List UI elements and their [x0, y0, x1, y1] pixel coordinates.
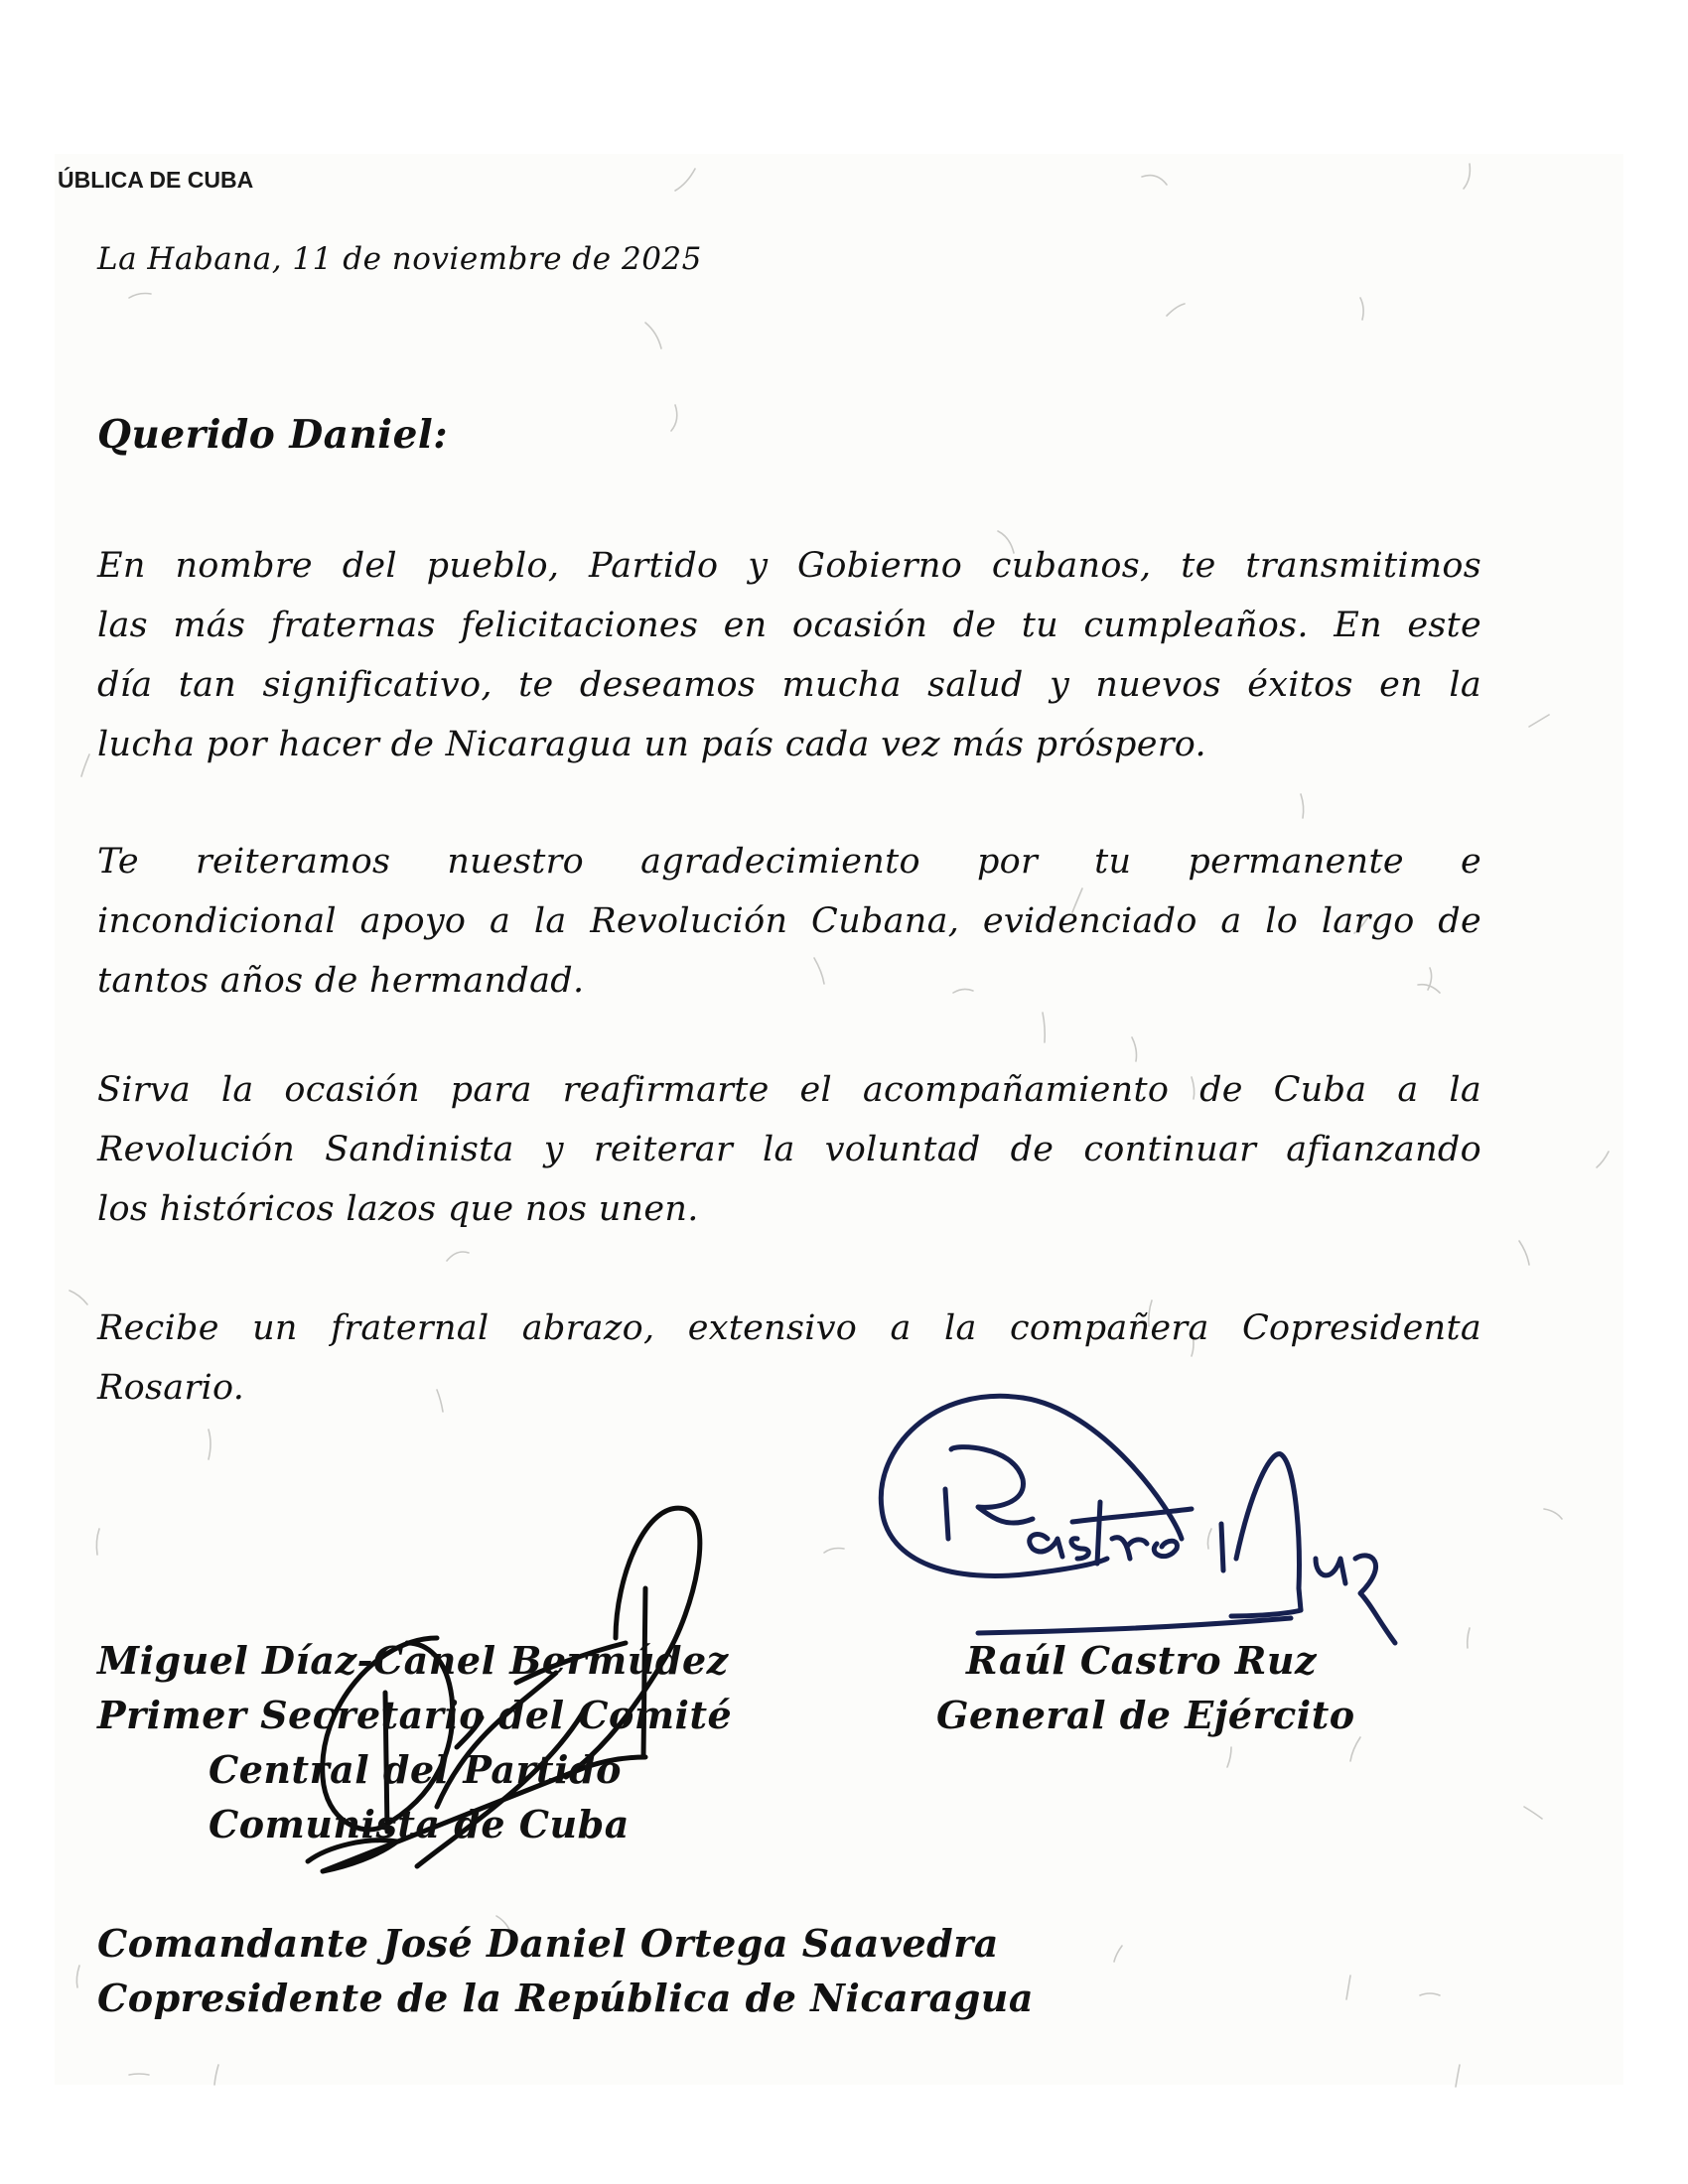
paragraph-line: Revolución Sandinista y reiterar la voluntad de continuar afianzando	[97, 1130, 1481, 1169]
paragraph-line: tantos años de hermandad.	[97, 961, 585, 1001]
paragraph-2	[97, 832, 1481, 1011]
signatory-left-title-line: Primer Secretario del Comité	[97, 1693, 733, 1737]
signatory-left-name: Miguel Díaz-Canel Bermúdez	[97, 1638, 729, 1683]
signatory-left-title-line: Central del Partido	[209, 1747, 622, 1792]
signatory-right-name: Raúl Castro Ruz	[966, 1638, 1318, 1683]
greeting: Querido Daniel:	[97, 412, 449, 458]
letterhead-text: ÚBLICA DE CUBA	[58, 167, 254, 193]
paragraph-line: En nombre del pueblo, Partido y Gobierno cubanos, te transmitimos	[97, 546, 1481, 586]
signatory-left-title-line: Comunista de Cuba	[209, 1802, 630, 1846]
paragraph-line: Te reiteramos nuestro agradecimiento por tu permanente e	[97, 842, 1481, 882]
paragraph-1	[97, 536, 1481, 774]
paragraph-line: día tan significativo, te deseamos mucha salud y nuevos éxitos en la	[97, 665, 1481, 705]
paragraph-line: lucha por hacer de Nicaragua un país cada vez más próspero.	[97, 725, 1206, 764]
paragraph-line: incondicional apoyo a la Revolución Cubana, evidenciado a lo largo de	[97, 901, 1481, 941]
place-date: La Habana, 11 de noviembre de 2025	[97, 241, 702, 277]
paragraph-line: las más fraternas felicitaciones en ocasión de tu cumpleaños. En este	[97, 606, 1481, 645]
paragraph-4	[97, 1298, 1481, 1418]
paragraph-line: Rosario.	[97, 1368, 245, 1408]
addressee-name: Comandante José Daniel Ortega Saavedra	[97, 1921, 999, 1966]
addressee-title: Copresidente de la República de Nicaragua	[97, 1976, 1035, 2020]
paragraph-line: Recibe un fraternal abrazo, extensivo a la compañera Copresidenta	[97, 1308, 1481, 1348]
paragraph-3	[97, 1060, 1481, 1239]
signatory-right-title: General de Ejército	[936, 1693, 1355, 1737]
paragraph-line: Sirva la ocasión para reafirmarte el acompañamiento de Cuba a la	[97, 1070, 1481, 1110]
paragraph-line: los históricos lazos que nos unen.	[97, 1189, 699, 1229]
